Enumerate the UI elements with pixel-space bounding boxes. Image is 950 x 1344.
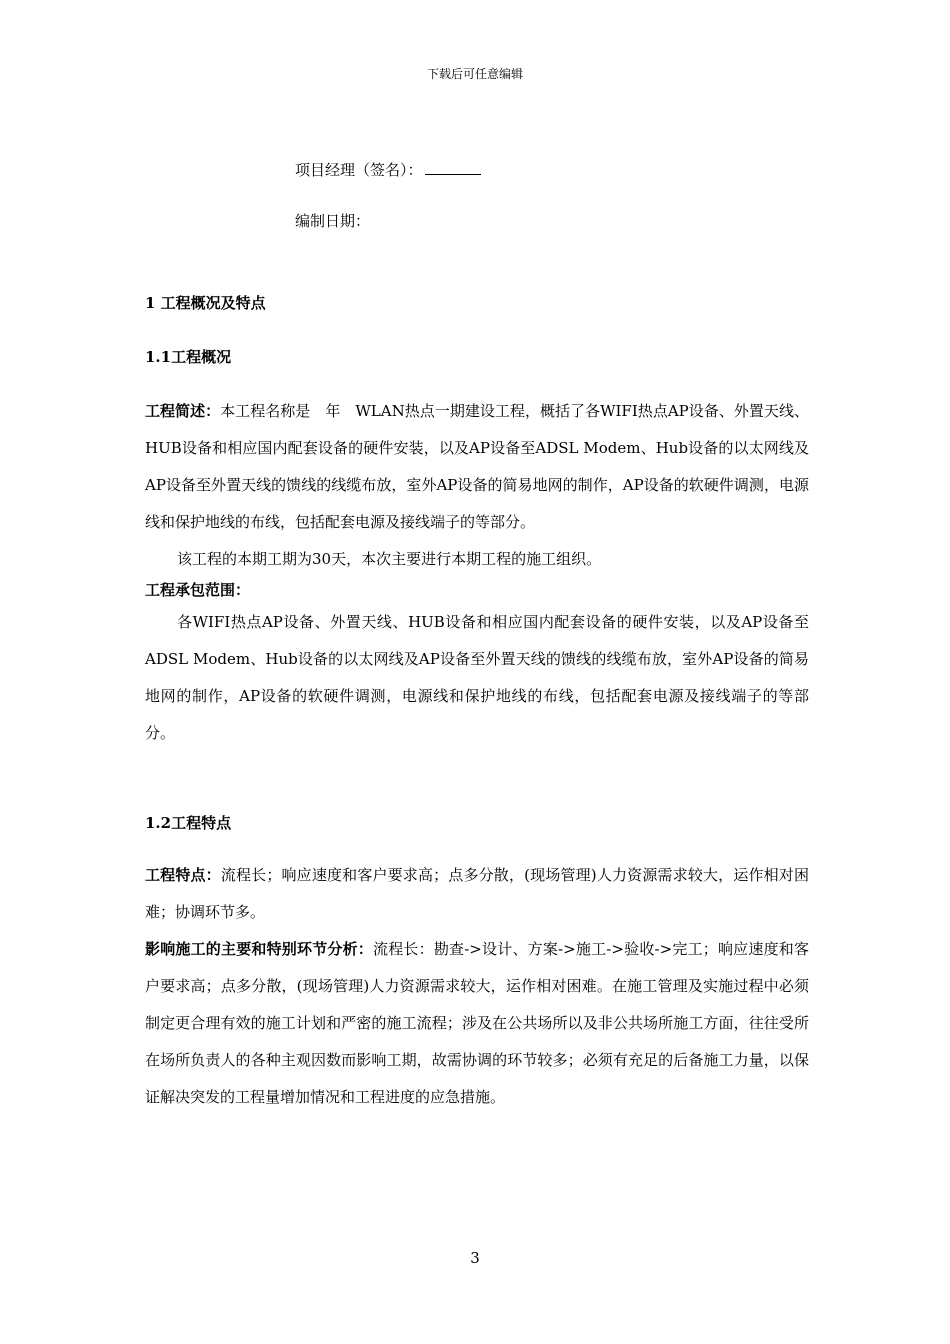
project-overview-text: 本工程名称是 年 WLAN热点一期建设工程，概括了各WIFI热点AP设备、外置天线、HUB设备和相应国内配套设备的硬件安装，以及AP设备至ADSL Modem、Hub设备的以太网线及AP设备至外置天线的馈线的线缆布放，室外AP设备的简易地网的制作，AP设备的软硬件调测，电源线和保护地线的布线，包括配套电源及接线端子的等部分。 [145, 402, 809, 531]
section-1-1-title: 1.1工程概况 [145, 348, 232, 366]
compile-date-label: 编制日期： [295, 212, 371, 230]
header-text: 下载后可任意编辑 [426, 67, 523, 81]
construction-analysis-paragraph [145, 931, 809, 1116]
page-header [0, 66, 950, 82]
compile-date-line [295, 211, 370, 231]
signature-blank [425, 160, 481, 175]
project-features-text: 流程长；响应速度和客户要求高；点多分散，(现场管理)人力资源需求较大，运作相对困难；协调环节多。 [145, 866, 809, 921]
section-1-title: 1 工程概况及特点 [145, 294, 266, 312]
contract-scope-paragraph [145, 604, 809, 752]
section-1-2-title: 1.2工程特点 [145, 814, 232, 832]
project-overview-paragraph [145, 393, 809, 541]
project-manager-label: 项目经理（签名）： [295, 161, 423, 179]
project-period-paragraph [145, 541, 809, 578]
project-overview-label: 工程简述： [145, 402, 221, 420]
project-features-label: 工程特点： [145, 866, 221, 884]
construction-analysis-text: 流程长：勘查->设计、方案->施工->验收->完工；响应速度和客户要求高；点多分散，(现场管理)人力资源需求较大，运作相对困难。在施工管理及实施过程中必须制定更合理有效的施工计划和严密的施工流程；涉及在公共场所以及非公共场所施工方面，往往受所在场所负责人的各种主观因数而影响工期，故需协调的环节较多；必须有充足的后备施工力量，以保证解决突发的工程量增加情况和工程进度的应急措施。 [145, 940, 809, 1106]
contract-scope-label: 工程承包范围： [145, 581, 251, 599]
project-manager-signature-line [295, 160, 481, 180]
project-features-paragraph [145, 857, 809, 931]
contract-scope-text: 各WIFI热点AP设备、外置天线、HUB设备和相应国内配套设备的硬件安装，以及AP设备至ADSL Modem、Hub设备的以太网线及AP设备至外置天线的馈线的线缆布放，室外AP设备的简易地网的制作，AP设备的软硬件调测，电源线和保护地线的布线，包括配套电源及接线端子的等部分。 [145, 613, 809, 742]
construction-analysis-label: 影响施工的主要和特别环节分析： [145, 940, 374, 958]
project-period-text: 该工程的本期工期为30天，本次主要进行本期工程的施工组织。 [177, 550, 602, 568]
page-number: 3 [470, 1249, 480, 1267]
